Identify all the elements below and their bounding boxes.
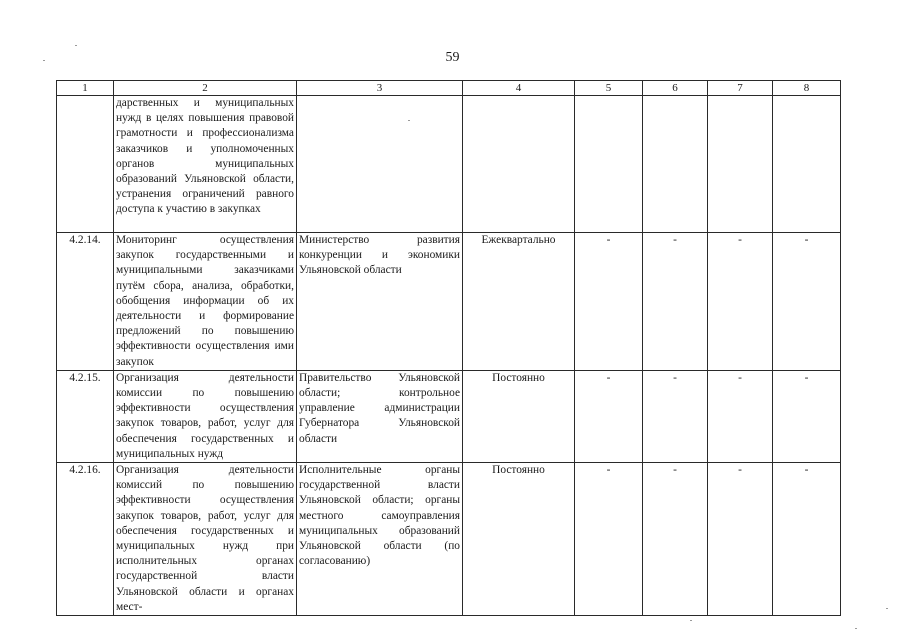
column-number: 8 [773,81,841,96]
scan-speck [43,60,45,61]
value-cell: - [773,370,841,462]
value-cell: - [575,233,643,371]
measures-table [56,80,841,616]
column-number-row [57,81,841,96]
executor: Исполнительные органы государственной власти Ульяновской области; органы местного самоуправления муниципальных образований Ульяновской области (по согласованию) [297,463,463,616]
value-cell: - [643,463,708,616]
measure-name: Организация деятельности комиссий по повышению эффективности осуществления закупок товаров, работ, услуг для обеспечения государственных и муниципальных нужд при исполнительных органах государственной власти Ульяновской области и органах мест- [114,463,297,616]
measure-name: дарственных и муниципальных нужд в целях повышения правовой грамотности и профессионализма заказчиков и уполномоченных органов муниципальных образований Ульяновской области, устранения ограничений равного доступа к участию в закупках [114,96,297,233]
column-number: 6 [643,81,708,96]
value-cell: - [643,370,708,462]
value-cell [643,96,708,233]
value-cell: - [708,233,773,371]
table-row [57,463,841,616]
value-cell [708,96,773,233]
column-number: 5 [575,81,643,96]
term: Ежеквартально [463,233,575,371]
value-cell [575,96,643,233]
value-cell: - [575,463,643,616]
scan-speck [690,620,692,621]
executor [297,96,463,233]
value-cell [773,96,841,233]
measure-name: Мониторинг осуществления закупок государственными и муниципальными заказчиками путём сбора, анализа, обработки, обобщения информации об их деятельности и формирование предложений по повышению эффективности осуществления ими закупок [114,233,297,371]
item-number: 4.2.14. [57,233,114,371]
item-number: 4.2.15. [57,370,114,462]
scan-speck [408,120,410,121]
item-number [57,96,114,233]
table-row [57,233,841,371]
table-row [57,96,841,233]
value-cell: - [575,370,643,462]
term: Постоянно [463,463,575,616]
page-number: 59 [445,50,460,65]
term [463,96,575,233]
value-cell: - [708,463,773,616]
value-cell: - [708,370,773,462]
executor: Правительство Ульяновской области; контрольное управление администрации Губернатора Ульяновской области [297,370,463,462]
scan-speck [855,628,857,629]
value-cell: - [773,463,841,616]
value-cell: - [643,233,708,371]
column-number: 1 [57,81,114,96]
scan-speck [75,45,77,46]
item-number: 4.2.16. [57,463,114,616]
measure-name: Организация деятельности комиссии по повышению эффективности осуществления закупок товаров, работ, услуг для обеспечения государственных и муниципальных нужд [114,370,297,462]
executor: Министерство развития конкуренции и экономики Ульяновской области [297,233,463,371]
scan-speck [886,608,888,609]
term: Постоянно [463,370,575,462]
column-number: 7 [708,81,773,96]
table-row [57,370,841,462]
column-number: 3 [297,81,463,96]
column-number: 4 [463,81,575,96]
column-number: 2 [114,81,297,96]
value-cell: - [773,233,841,371]
